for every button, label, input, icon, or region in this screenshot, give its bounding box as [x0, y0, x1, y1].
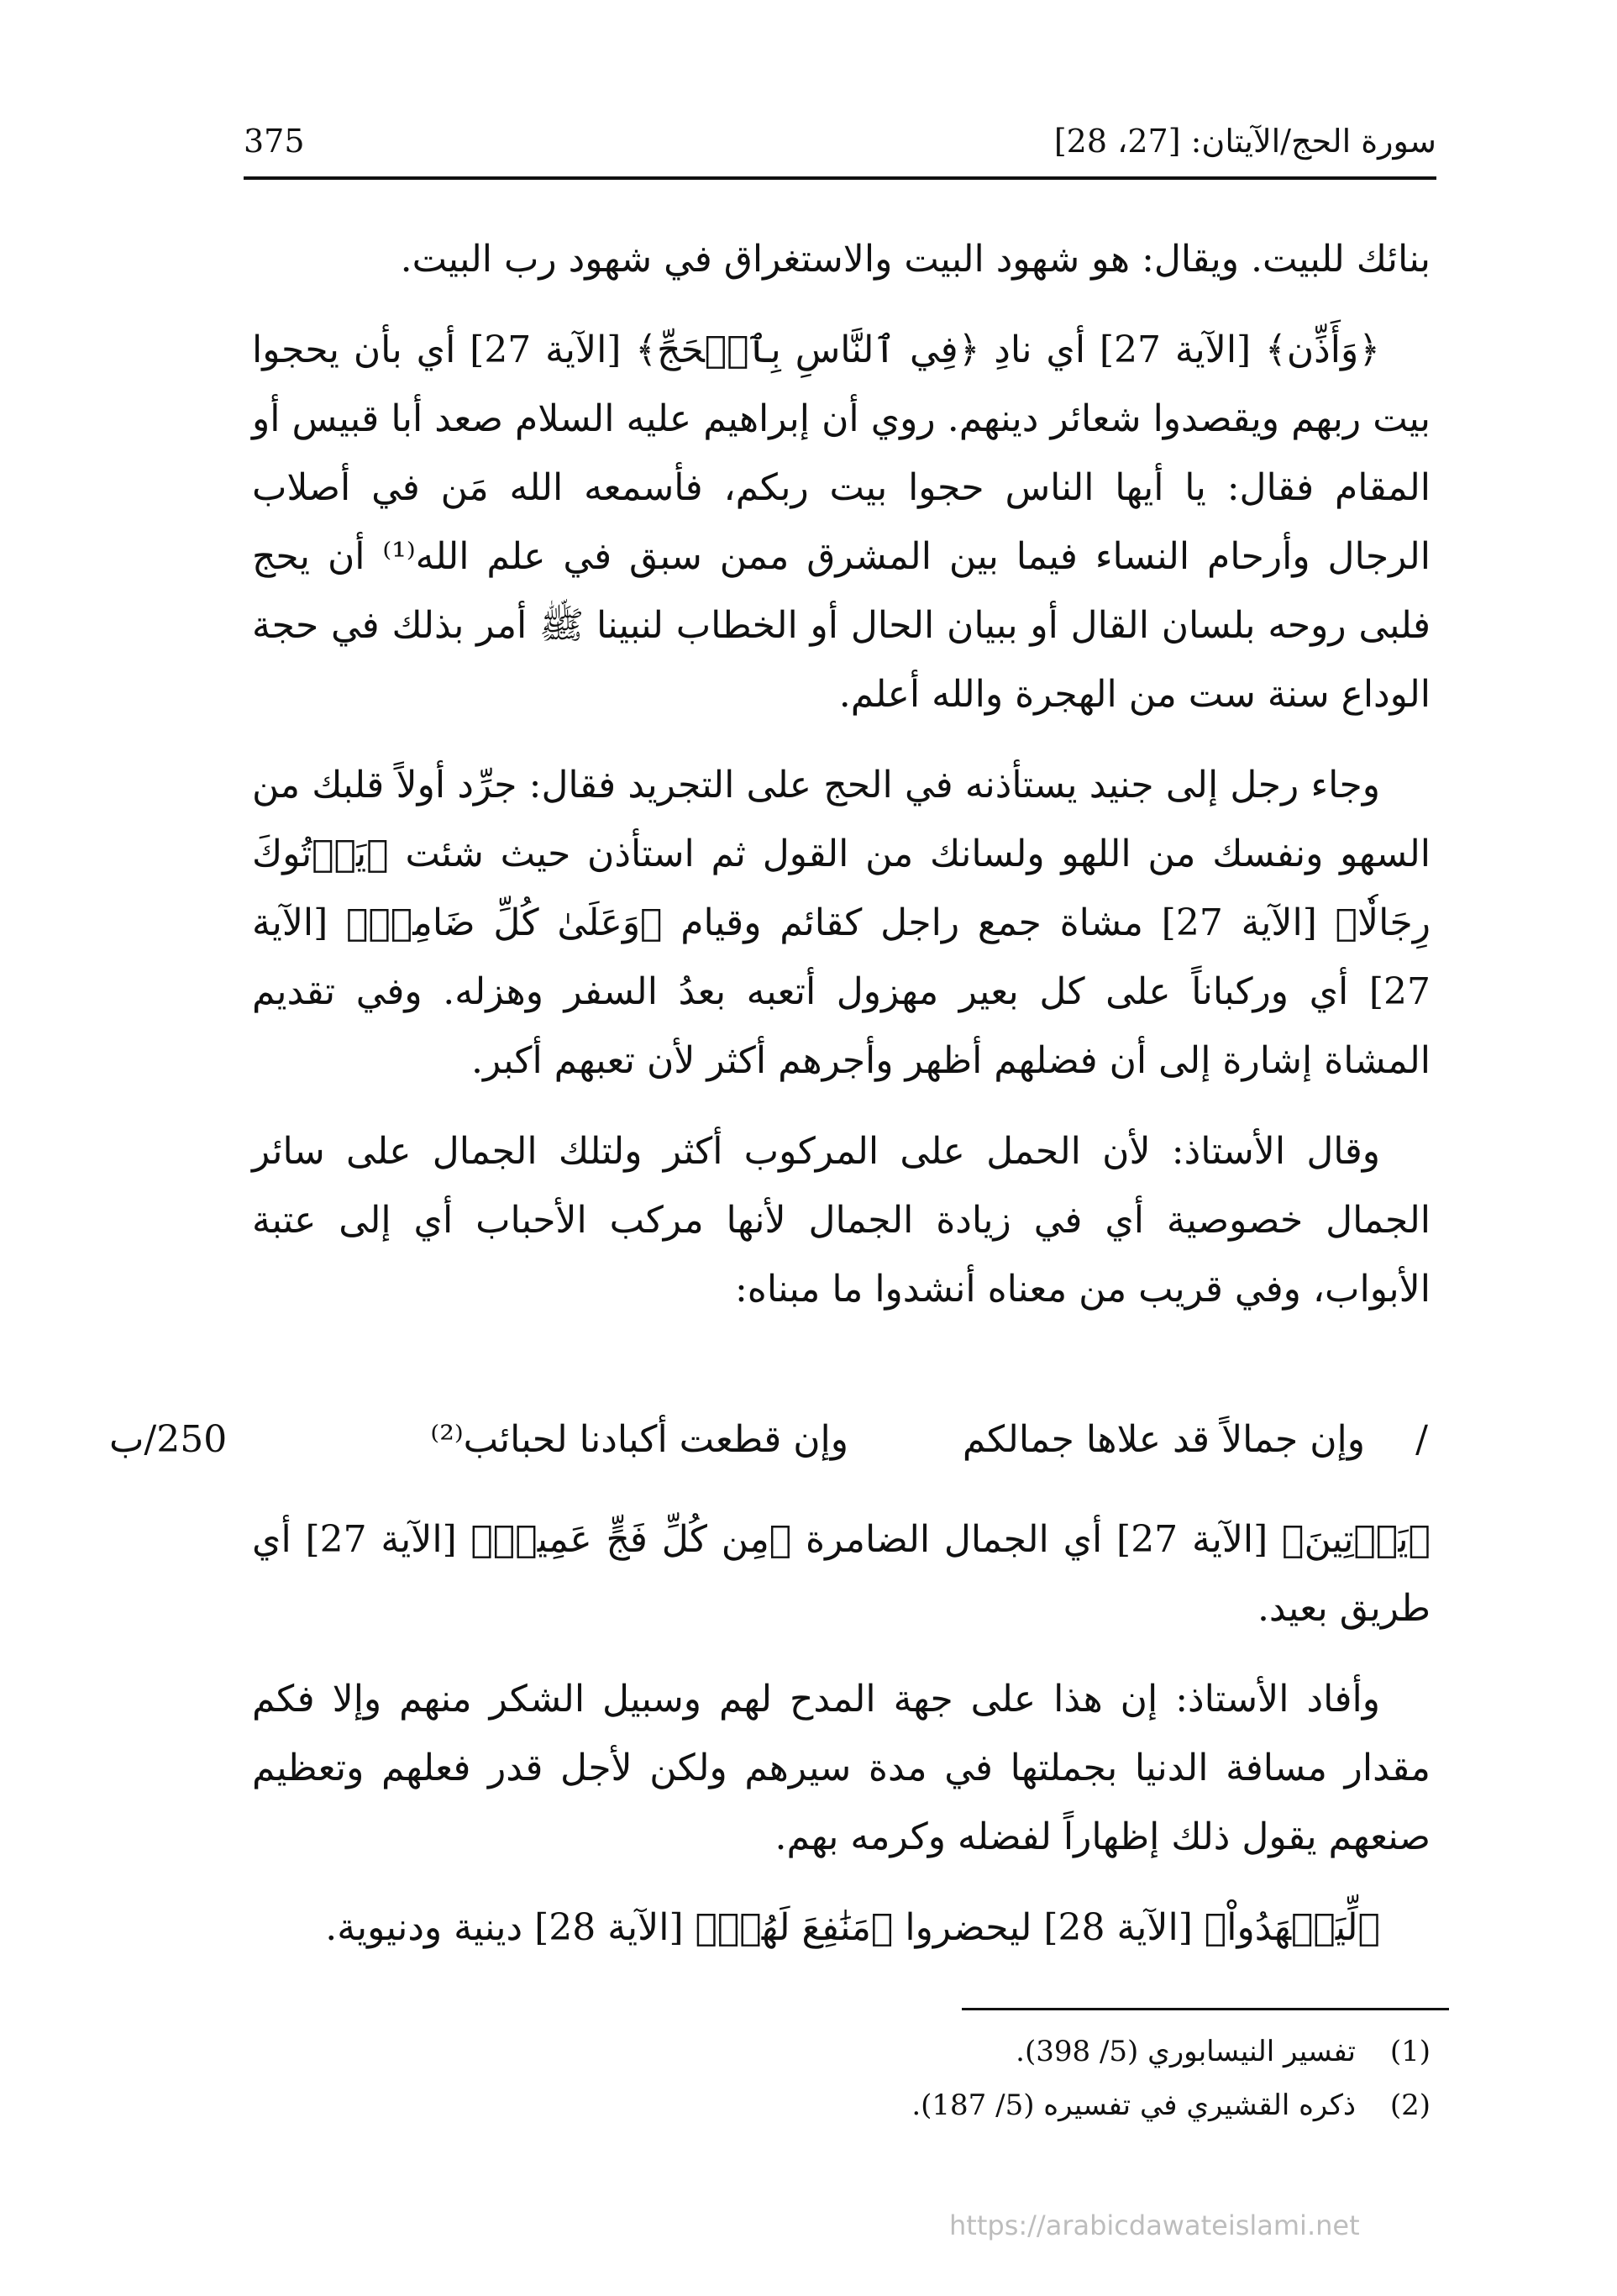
verse-hemistich-second: وإن قطعت أكبادنا لحبائب⁽²⁾ [430, 1418, 848, 1461]
paragraph: وقال الأستاذ: لأن الحمل على المركوب أكثر ولتلك الجمال على سائر الجمال خصوصية أي في زيادة الجمال لأنها مركب الأحباب أي إلى عتبة الأبواب، وفي قريب من معناه أنشدوا ما مبناه: [252, 1130, 1431, 1311]
footnote-separator [962, 2008, 1449, 2010]
verse-slash: / [1415, 1418, 1428, 1461]
paragraph: وجاء رجل إلى جنيد يستأذنه في الحج على التجريد فقال: جرِّد أولاً قلبك من السهو ونفسك من اللهو ولسانك من القول ثم استأذن حيث شئت ﴿يَأۡتُوكَ رِجَالٗا﴾ [الآية 27] مشاة جمع راجل كقائم وقيام ﴿وَعَلَىٰ كُلِّ ضَامِرٖ﴾ [الآية 27] أي وركباناً على كل بعير مهزول أتعبه بعدُ السفر وهزله. وفي تقديم المشاة إشارة إلى أن فضلهم أظهر وأجرهم أكثر لأن تعبهم أكبر. [252, 764, 1431, 1082]
footnote-text: تفسير النيسابوري (5/ 398). [1016, 2035, 1357, 2068]
header-title: سورة الحج/الآيتان: [27، 28] [1053, 123, 1436, 160]
running-header [244, 118, 1436, 180]
manuscript-folio-ref: 250/ب [109, 1418, 228, 1461]
paragraph: وأفاد الأستاذ: إن هذا على جهة المدح لهم وسبيل الشكر منهم وإلا فكم مقدار مسافة الدنيا بجملتها في مدة سيرهم ولكن لأجل قدر فعلهم وتعظيم صنعهم يقول ذلك إظهاراً لفضله وكرمه بهم. [252, 1678, 1431, 1858]
footnote-item [911, 2078, 1431, 2132]
page-number: 375 [244, 123, 305, 160]
paragraph: ﴿وَأَذِّن﴾ [الآية 27] أي نادِ ﴿فِي ٱلنَّاسِ بِٱلۡحَجِّ﴾ [الآية 27] أي بأن يحجوا بيت ربهم ويقصدوا شعائر دينهم. روي أن إبراهيم عليه السلام صعد أبا قبيس أو المقام فقال: يا أيها الناس حجوا بيت ربكم، فأسمعه الله مَن في أصلاب الرجال وأرحام النساء فيما بين المشرق ممن سبق في علم الله⁽¹⁾ أن يحج فلبى روحه بلسان القال أو ببيان الحال أو الخطاب لنبينا ﷺ أمر بذلك في حجة الوداع سنة ست من الهجرة والله أعلم. [252, 328, 1431, 716]
footnote-number: (2) [1389, 2088, 1431, 2122]
footnote-item [911, 2025, 1431, 2078]
paragraph: ﴿يَأۡتِينَ﴾ [الآية 27] أي الجمال الضامرة ﴿مِن كُلِّ فَجٍّ عَمِيقٖ﴾ [الآية 27] أي طريق بعيد. [252, 1518, 1431, 1630]
verse-hemistich-first: وإن جمالاً قد علاها جمالكم [962, 1418, 1365, 1461]
paragraph: ﴿لِّيَشۡهَدُواْ﴾ [الآية 28] ليحضروا ﴿مَنَٰفِعَ لَهُمۡ﴾ [الآية 28] دينية ودنيوية. [325, 1906, 1380, 1949]
footnote-text: ذكره القشيري في تفسيره (5/ 187). [911, 2088, 1357, 2122]
poetry-verse [109, 1411, 1428, 1479]
footnotes [911, 2025, 1431, 2132]
watermark-url: https://arabicdawateislami.net [949, 2209, 1360, 2241]
paragraph: بنائك للبيت. ويقال: هو شهود البيت والاستغراق في شهود رب البيت. [400, 238, 1431, 281]
footnote-number: (1) [1389, 2035, 1431, 2068]
main-text-top [252, 225, 1431, 1346]
main-text-bottom [252, 1505, 1431, 1984]
